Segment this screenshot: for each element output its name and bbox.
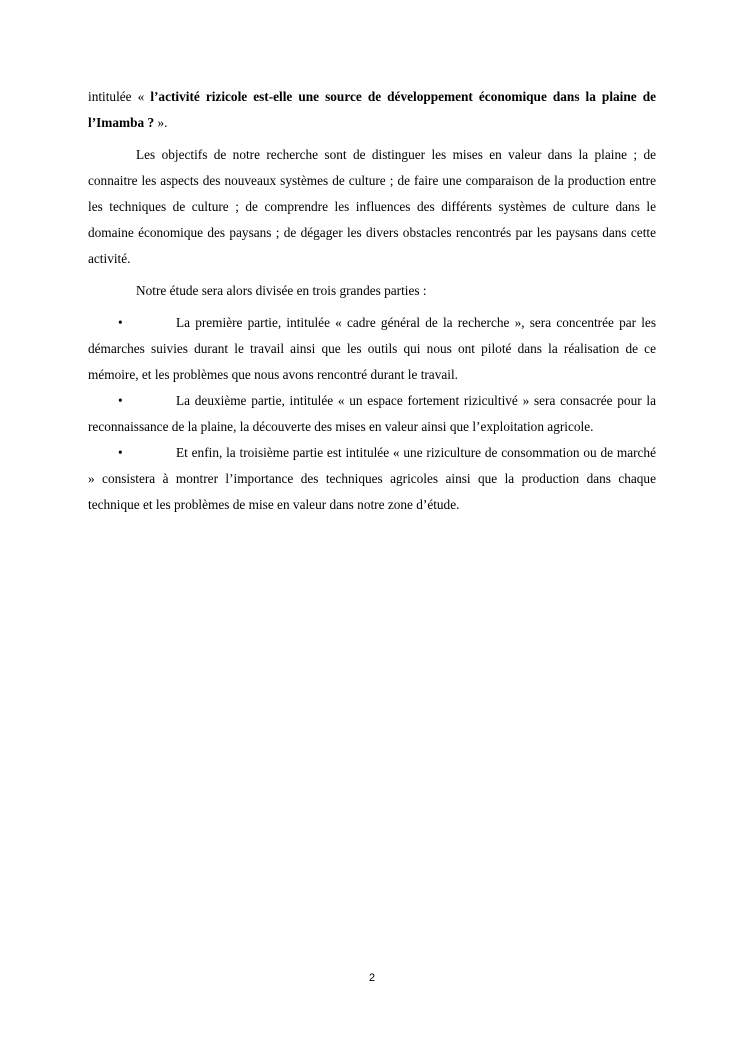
objectives-paragraph: Les objectifs de notre recherche sont de distinguer les mises en valeur dans la plaine ; de connaitre les aspects des nouveaux systèmes de culture ; de faire une comparaison de la production entre les techniques de culture ; de comprendre les influences des différents systèmes de culture dans le domaine économique des paysans ; de dégager les divers obstacles rencontrés par les paysans dans cette activité. (88, 147, 656, 266)
bullet-icon: • (118, 315, 123, 330)
study-title: l’activité rizicole est-elle une source de développement économique dans la plaine de l’Imamba ? (88, 89, 656, 130)
bullet-icon: • (118, 393, 123, 408)
part-one-text: La première partie, intitulée « cadre général de la recherche », sera concentrée par les démarches suivies durant le travail ainsi que les outils qui nous ont piloté dans la réalisation de ce mémoire, et les problèmes que nous avons rencontré durant le travail. (88, 315, 656, 382)
document-body (88, 84, 656, 518)
intro-paragraph (88, 84, 656, 136)
intro-suffix: ». (154, 115, 168, 130)
part-one-item (88, 310, 656, 388)
intro-prefix: intitulée « (88, 89, 151, 104)
part-two-text: La deuxième partie, intitulée « un espace fortement rizicultivé » sera consacrée pour la reconnaissance de la plaine, la découverte des mises en valeur ainsi que l’exploitation agricole. (88, 393, 656, 434)
structure-intro-paragraph: Notre étude sera alors divisée en trois grandes parties : (136, 283, 427, 298)
part-three-item (88, 440, 656, 518)
page-number: 2 (368, 972, 376, 984)
bullet-icon: • (118, 445, 123, 460)
part-three-text: Et enfin, la troisième partie est intitulée « une riziculture de consommation ou de marché » consistera à montrer l’importance des techniques agricoles ainsi que la production dans chaque technique et les problèmes de mise en valeur dans notre zone d’étude. (88, 445, 656, 512)
part-two-item (88, 388, 656, 440)
